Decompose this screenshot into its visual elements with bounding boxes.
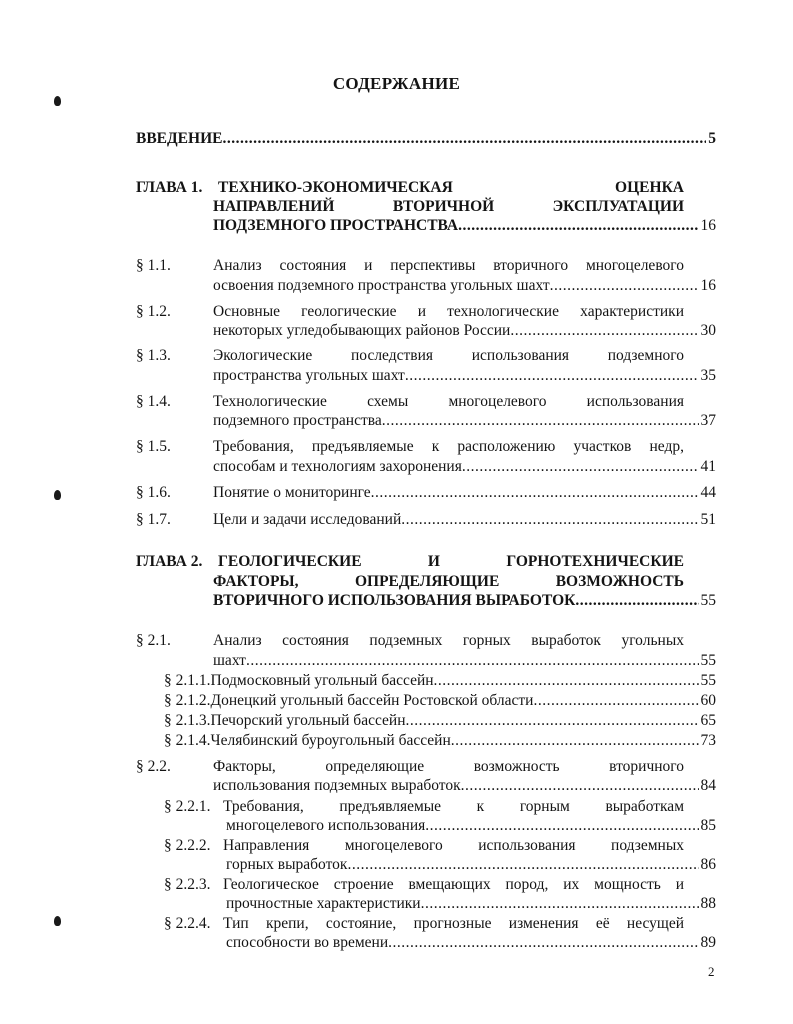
section-title: Понятие о мониторинге	[213, 484, 371, 501]
subsection-title: § 2.1.2.Донецкий угольный бассейн Ростовской области	[164, 692, 534, 709]
toc-entry-chapter-1[interactable]	[213, 215, 716, 237]
chapter-1-title-line3: ПОДЗЕМНОГО ПРОСТРАНСТВА	[213, 217, 459, 234]
subsection-number: § 2.2.1.	[164, 798, 211, 815]
page-ref: 84	[700, 777, 716, 794]
section-number: § 1.7.	[136, 511, 171, 528]
chapter-2-title-line3: ВТОРИЧНОГО ИСПОЛЬЗОВАНИЯ ВЫРАБОТОК	[213, 592, 576, 609]
section-title-line2: подземного пространства	[213, 412, 382, 429]
toc-entry-subsection-2-1-3[interactable]	[164, 710, 716, 732]
toc-entry-section-1-2[interactable]	[213, 320, 716, 342]
section-title-line2: освоения подземного пространства угольных шахт	[213, 277, 550, 294]
page-ref: 65	[700, 712, 716, 729]
toc-entry-subsection-2-1-4[interactable]	[164, 730, 716, 752]
scan-mark-3	[54, 916, 61, 926]
section-number: § 2.1.	[136, 632, 171, 649]
toc-entry-section-1-1[interactable]	[213, 275, 716, 297]
scan-mark-1	[54, 96, 61, 106]
section-title-line2: шахт	[213, 652, 246, 669]
chapter-2-title-line1: ГЕОЛОГИЧЕСКИЕ И ГОРНОТЕХНИЧЕСКИЕ	[218, 553, 684, 570]
toc-entry-section-1-3[interactable]	[213, 365, 716, 387]
section-title-line1: Основные геологические и технологические характеристики	[213, 303, 684, 320]
page-ref: 88	[700, 895, 716, 912]
page-ref: 55	[700, 652, 716, 669]
toc-entry-section-1-6[interactable]	[213, 482, 716, 504]
page-ref: 16	[700, 217, 716, 234]
subsection-title-line2: многоцелевого использования	[226, 817, 426, 834]
page-ref: 60	[700, 692, 716, 709]
subsection-number: § 2.2.3.	[164, 876, 211, 893]
chapter-2-number: ГЛАВА 2.	[136, 553, 203, 570]
section-title-line1: Анализ состояния и перспективы вторичного многоцелевого	[213, 257, 684, 274]
page-ref: 89	[700, 934, 716, 951]
subsection-title-line1: Геологическое строение вмещающих пород, их мощность и	[223, 876, 684, 893]
section-title: Цели и задачи исследований	[213, 511, 402, 528]
subsection-title-line1: Тип крепи, состояние, прогнозные изменения её несущей	[223, 915, 684, 932]
toc-entry-section-1-7[interactable]	[213, 509, 716, 531]
toc-entry-subsection-2-1-1[interactable]	[164, 670, 716, 692]
section-title-line2: использования подземных выработок	[213, 777, 461, 794]
subsection-title-line1: Направления многоцелевого использования подземных	[223, 837, 684, 854]
subsection-title: § 2.1.1.Подмосковный угольный бассейн	[164, 672, 434, 689]
chapter-1-title-line2: НАПРАВЛЕНИЙ ВТОРИЧНОЙ ЭКСПЛУАТАЦИИ	[213, 198, 684, 215]
toc-entry-section-1-5[interactable]	[213, 456, 716, 478]
toc-entry-intro[interactable]	[136, 128, 716, 150]
section-title-line2: пространства угольных шахт	[213, 367, 405, 384]
intro-label: ВВЕДЕНИЕ .....	[136, 128, 706, 150]
subsection-number: § 2.2.4.	[164, 915, 211, 932]
toc-entry-subsection-2-2-2[interactable]	[226, 854, 716, 876]
subsection-title-line2: горных выработок	[226, 856, 348, 873]
toc-entry-subsection-2-2-1[interactable]	[226, 815, 716, 837]
subsection-title-line1: Требования, предъявляемые к горным выработкам	[223, 798, 684, 815]
page-ref: 44	[700, 484, 716, 501]
section-title-line1: Технологические схемы многоцелевого использования	[213, 393, 684, 410]
section-number: § 1.5.	[136, 438, 171, 455]
subsection-number: § 2.2.2.	[164, 837, 211, 854]
section-title-line1: Требования, предъявляемые к расположению участков недр,	[213, 438, 684, 455]
toc-entry-subsection-2-1-2[interactable]	[164, 690, 716, 712]
page-ref: 35	[700, 367, 716, 384]
toc-entry-subsection-2-2-3[interactable]	[226, 893, 716, 915]
page-ref: 85	[700, 817, 716, 834]
chapter-1-title-line1: ТЕХНИКО-ЭКОНОМИЧЕСКАЯ ОЦЕНКА	[218, 179, 684, 196]
subsection-title-line2: прочностные характеристики	[226, 895, 421, 912]
page-number: 2	[708, 964, 715, 979]
page-ref: 73	[700, 732, 716, 749]
scan-mark-2	[54, 490, 61, 500]
chapter-2-title-line2: ФАКТОРЫ, ОПРЕДЕЛЯЮЩИЕ ВОЗМОЖНОСТЬ	[213, 573, 684, 590]
section-number: § 2.2.	[136, 758, 171, 775]
section-number: § 1.4.	[136, 393, 171, 410]
page-ref: 41	[700, 458, 716, 475]
subsection-title: § 2.1.4.Челябинский буроугольный бассейн	[164, 732, 451, 749]
section-title-line2: способам и технологиям захоронения	[213, 458, 462, 475]
section-number: § 1.3.	[136, 347, 171, 364]
page-ref: 37	[700, 412, 716, 429]
toc-entry-section-2-1[interactable]	[213, 650, 716, 672]
page-title: СОДЕРЖАНИЕ	[332, 74, 461, 93]
subsection-title: § 2.1.3.Печорский угольный бассейн	[164, 712, 406, 729]
page-ref: 55	[700, 592, 716, 609]
section-title-line2: некоторых угледобывающих районов России	[213, 322, 511, 339]
page-ref: 5	[708, 130, 716, 147]
section-number: § 1.2.	[136, 303, 171, 320]
section-title-line1: Анализ состояния подземных горных выработок угольных	[213, 632, 684, 649]
section-number: § 1.6.	[136, 484, 171, 501]
section-title-line1: Факторы, определяющие возможность вторичного	[213, 758, 684, 775]
page-ref: 55	[700, 672, 716, 689]
section-number: § 1.1.	[136, 257, 171, 274]
page-ref: 51	[700, 511, 716, 528]
section-title-line1: Экологические последствия использования подземного	[213, 347, 684, 364]
chapter-1-number: ГЛАВА 1.	[136, 179, 203, 196]
page-ref: 30	[700, 322, 716, 339]
toc-entry-section-2-2[interactable]	[213, 775, 716, 797]
subsection-title-line2: способности во времени	[226, 934, 389, 951]
page-ref: 86	[700, 856, 716, 873]
toc-entry-subsection-2-2-4[interactable]	[226, 932, 716, 954]
toc-entry-chapter-2[interactable]	[213, 590, 716, 612]
page-ref: 16	[700, 277, 716, 294]
toc-entry-section-1-4[interactable]	[213, 410, 716, 432]
